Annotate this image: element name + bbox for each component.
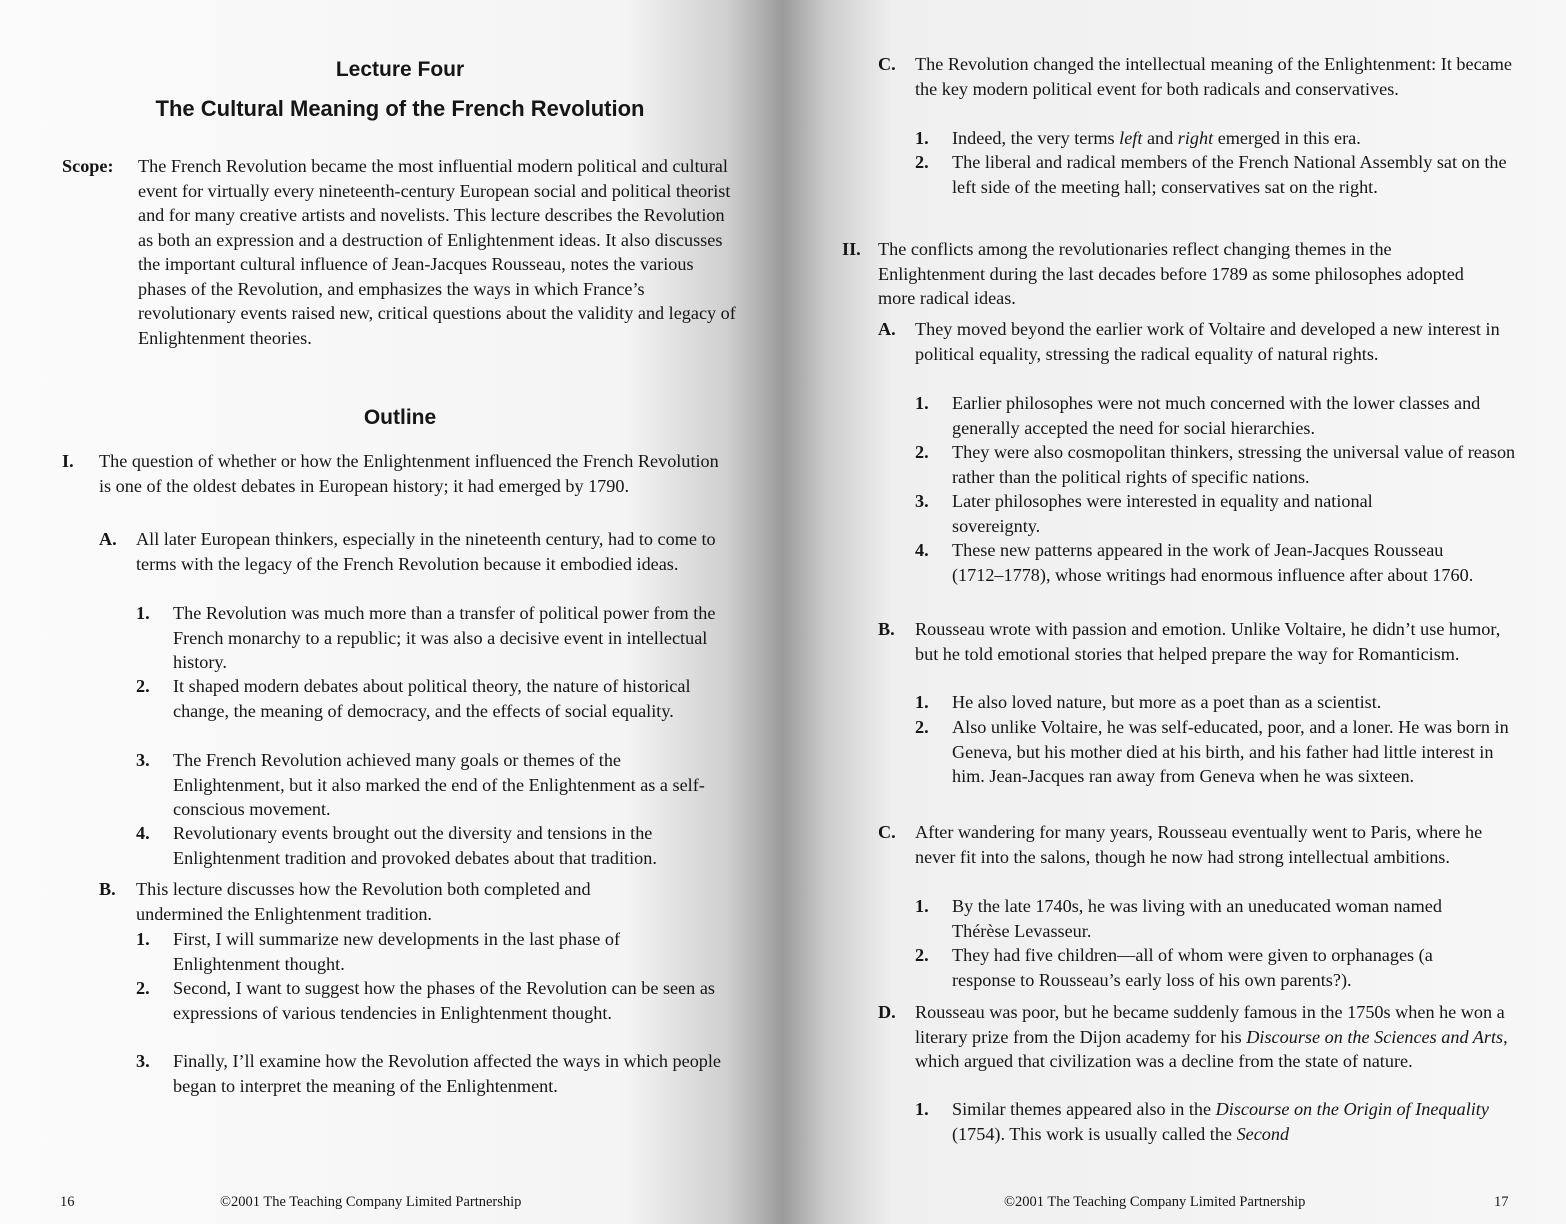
item-number: C. xyxy=(878,54,896,74)
outline-item: Also unlike Voltaire, he was self-educated, poor, and a loner. He was born in Geneva, but his mother died at his birth, and his father had little interest in him. Jean-Jacques ran away from Geneva when he was sixteen. xyxy=(952,717,1509,786)
lecture-title: The Cultural Meaning of the French Revolution xyxy=(155,96,645,121)
outline-item: Later philosophes were interested in equality and national sovereignty. xyxy=(952,491,1373,536)
item-number: 3. xyxy=(915,491,929,511)
italic-term-right: right xyxy=(1177,128,1214,148)
item-text: Similar themes appeared also in the xyxy=(952,1099,1216,1119)
outline-item: They moved beyond the earlier work of Voltaire and developed a new interest in political equality, stressing the radical equality of natural rights. xyxy=(915,319,1500,364)
outline-item: He also loved nature, but more as a poet than as a scientist. xyxy=(952,692,1382,712)
outline-item: This lecture discusses how the Revolution both completed and undermined the Enlightenment tradition. xyxy=(136,879,591,924)
item-number: 1. xyxy=(915,393,929,413)
item-number: 2. xyxy=(915,945,929,965)
outline-item: Finally, I’ll examine how the Revolution affected the ways in which people began to interpret the meaning of the Enlightenment. xyxy=(173,1051,722,1096)
item-number: A. xyxy=(878,319,896,339)
outline-item: Revolutionary events brought out the diversity and tensions in the Enlightenment tradition and provoked debates about that tradition. xyxy=(173,823,657,868)
outline-item: The French Revolution achieved many goals or themes of the Enlightenment, but it also marked the end of the Enlightenment as a self-conscious movement. xyxy=(173,750,705,819)
outline-heading: Outline xyxy=(363,406,437,429)
outline-item: The liberal and radical members of the French National Assembly sat on the left side of the meeting hall; conservatives sat on the right. xyxy=(952,152,1507,197)
outline-item: Earlier philosophes were not much concerned with the lower classes and generally accepted the need for social hierarchies. xyxy=(952,393,1481,438)
item-text: Rousseau was poor, but he became suddenly famous in the 1750s when he won a literary prize from the Dijon academy for his xyxy=(915,1002,1505,1047)
outline-item xyxy=(915,1000,1520,1074)
item-number: 2. xyxy=(136,676,150,696)
italic-term: Second xyxy=(1236,1123,1290,1144)
item-number: I. xyxy=(62,451,74,471)
page-number-left: 16 xyxy=(60,1194,75,1210)
item-text: (1754). This work is usually called the xyxy=(952,1123,1237,1144)
outline-item: The Revolution changed the intellectual meaning of the Enlightenment: It became the key modern political event for both radicals and conservatives. xyxy=(915,54,1512,99)
scope-text: The French Revolution became the most influential modern political and cultural event for virtually every nineteenth-century European social and political theorist and for many creative artists and novelists. This lecture describes the Revolution as both an expression and a destruction of Enlightenment ideas. It also discusses the important cultural influence of Jean-Jacques Rousseau, notes the various phases of the Revolution, and emphasizes the ways in which France’s revolutionary events raised new, critical questions about the validity and legacy of Enlightenment theories. xyxy=(138,156,736,348)
outline-item xyxy=(952,1097,1512,1146)
item-text: , which argued that civilization was a decline from the state of nature. xyxy=(915,1026,1508,1071)
item-number: 3. xyxy=(136,750,150,770)
item-number: C. xyxy=(878,822,896,842)
item-number: 2. xyxy=(915,717,929,737)
item-number: 1. xyxy=(136,929,150,949)
item-number: 1. xyxy=(915,692,929,712)
item-number: 3. xyxy=(136,1051,150,1071)
item-number: 2. xyxy=(136,978,150,998)
outline-item: The question of whether or how the Enlightenment influenced the French Revolution is one of the oldest debates in European history; it had emerged by 1790. xyxy=(99,451,719,496)
item-text: Indeed, the very terms xyxy=(952,128,1120,148)
outline-item: First, I will summarize new developments in the last phase of Enlightenment thought. xyxy=(173,929,621,974)
item-number: B. xyxy=(99,879,116,899)
outline-item: By the late 1740s, he was living with an uneducated woman named Thérèse Levasseur. xyxy=(952,896,1442,941)
item-number: 1. xyxy=(915,896,929,916)
left-page xyxy=(0,0,782,1224)
right-page xyxy=(782,0,1566,1224)
outline-item: The Revolution was much more than a transfer of political power from the French monarchy to a republic; it was also a decisive event in intellectual history. xyxy=(173,603,716,672)
outline-item: They were also cosmopolitan thinkers, stressing the universal value of reason rather than the political rights of specific nations. xyxy=(952,442,1516,487)
item-number: 4. xyxy=(915,540,929,560)
outline-item: After wandering for many years, Rousseau eventually went to Paris, where he never fit into the salons, though he now had strong intellectual ambitions. xyxy=(915,822,1483,867)
italic-term-left: left xyxy=(1119,128,1143,148)
outline-item xyxy=(952,126,1512,151)
item-number: 1. xyxy=(915,1099,929,1119)
italic-title: Discourse on the Origin of Inequality xyxy=(1215,1099,1489,1119)
lecture-heading: Lecture Four xyxy=(335,58,465,81)
item-number: 2. xyxy=(915,152,929,172)
item-number: 1. xyxy=(136,603,150,623)
outline-item: Rousseau wrote with passion and emotion. Unlike Voltaire, he didn’t use humor, but he told emotional stories that helped prepare the way for Romanticism. xyxy=(915,619,1501,664)
outline-item: It shaped modern debates about political theory, the nature of historical change, the meaning of democracy, and the effects of social equality. xyxy=(173,676,691,721)
outline-item: Second, I want to suggest how the phases of the Revolution can be seen as expressions of various tendencies in Enlightenment thought. xyxy=(173,978,715,1023)
item-text: emerged in this era. xyxy=(1213,128,1361,148)
item-number: B. xyxy=(878,619,895,639)
item-number: 1. xyxy=(915,128,929,148)
page-number-right: 17 xyxy=(1494,1194,1509,1210)
outline-item: These new patterns appeared in the work of Jean-Jacques Rousseau (1712–1778), whose writings had enormous influence after about 1760. xyxy=(952,540,1474,585)
italic-title: Discourse on the Sciences and Arts xyxy=(1246,1026,1504,1047)
item-text: and xyxy=(1142,128,1178,148)
item-number: 4. xyxy=(136,823,150,843)
item-number: A. xyxy=(99,529,117,549)
outline-item: They had five children—all of whom were given to orphanages (a response to Rousseau’s early loss of his own parents?). xyxy=(952,945,1433,990)
outline-item: The conflicts among the revolutionaries reflect changing themes in the Enlightenment during the last decades before 1789 as some philosophes adopted more radical ideas. xyxy=(878,239,1464,308)
item-number: II. xyxy=(842,239,861,259)
scope-label: Scope: xyxy=(62,156,114,176)
footer-copyright-right: ©2001 The Teaching Company Limited Partnership xyxy=(1004,1194,1306,1210)
item-number: 2. xyxy=(915,442,929,462)
footer-copyright-left: ©2001 The Teaching Company Limited Partnership xyxy=(220,1194,522,1210)
item-number: D. xyxy=(878,1002,896,1022)
outline-item: All later European thinkers, especially in the nineteenth century, had to come to terms with the legacy of the French Revolution because it embodied ideas. xyxy=(136,529,716,574)
